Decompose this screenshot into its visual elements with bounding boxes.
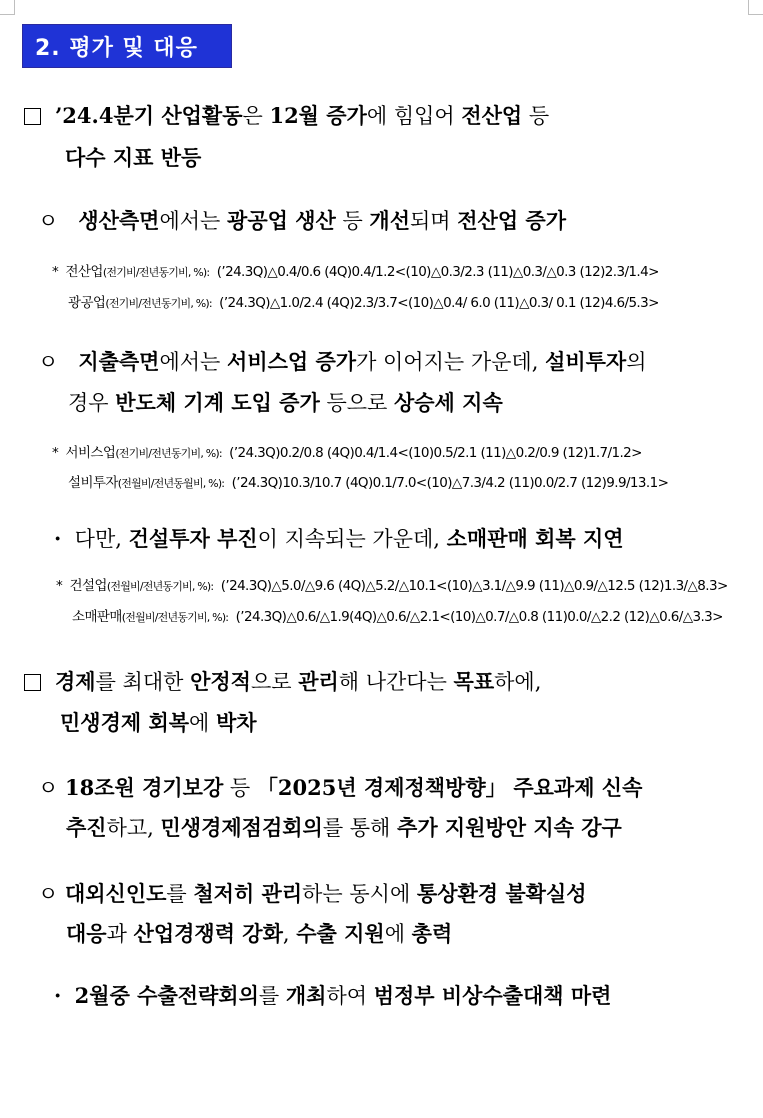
block2-sub1-line1: ㅇ 18조원 경기보강 등 「2025년 경제정책방향」 주요과제 신속 [38, 775, 643, 800]
square-bullet-icon [24, 674, 41, 691]
block2-heading-line2: 민생경제 회복에 박차 [60, 710, 257, 735]
block1-sub2-line2: 경우 반도체 기계 도입 증가 등으로 상승세 지속 [68, 390, 503, 415]
note-construction: * 건설업(전월비/전년동기비, %): (’24.3Q)△5.0/△9.6 (4Q)△5.2/△10.1<(10)△3.1/△9.9 (11)△0.9/△12.5 (12)1.3/△8.3> [56, 578, 728, 594]
note-expenditure-facility-investment: 설비투자(전월비/전년동월비, %): (’24.3Q)10.3/10.7 (4Q)0.1/7.0<(10)△7.3/4.2 (11)0.0/2.7 (12)9.9/13.1> [68, 475, 669, 491]
block2-sub3: · 2월중 수출전략회의를 개최하여 범정부 비상수출대책 마련 [54, 983, 612, 1008]
square-bullet-icon [24, 108, 41, 125]
block1-sub2-line1: ㅇ 지출측면에서는 서비스업 증가가 이어지는 가운데, 설비투자의 [38, 349, 647, 374]
block1-sub3: · 다만, 건설투자 부진이 지속되는 가운데, 소매판매 회복 지연 [54, 526, 624, 551]
block1-heading-line1: ’24.4분기 산업활동은 12월 증가에 힘입어 전산업 등 [24, 100, 549, 130]
block1-heading-line2: 다수 지표 반등 [65, 145, 202, 170]
block1-sub1: ㅇ 생산측면에서는 광공업 생산 등 개선되며 전산업 증가 [38, 208, 566, 233]
section-title: 2. 평가 및 대응 [22, 24, 232, 68]
block2-heading-line1: 경제를 최대한 안정적으로 관리해 나간다는 목표하에, [24, 666, 541, 696]
page-corner-mark [748, 0, 763, 15]
block2-sub2-line2: 대응과 산업경쟁력 강화, 수출 지원에 총력 [66, 921, 453, 946]
note-expenditure-services: * 서비스업(전기비/전년동기비, %): (’24.3Q)0.2/0.8 (4Q)0.4/1.4<(10)0.5/2.1 (11)△0.2/0.9 (12)1.7/1.2> [52, 445, 642, 461]
circle-bullet: ㅇ [38, 209, 59, 233]
note-production-all-industry: * 전산업(전기비/전년동기비, %): (’24.3Q)△0.4/0.6 (4Q)0.4/1.2<(10)△0.3/2.3 (11)△0.3/△0.3 (12)2.3/1.4> [52, 264, 659, 280]
page-corner-mark [0, 0, 15, 15]
note-retail-sales: 소매판매(전월비/전년동기비, %): (’24.3Q)△0.6/△1.9(4Q)△0.6/△2.1<(10)△0.7/△0.8 (11)0.0/△2.2 (12)△0.6/△3.3> [72, 609, 723, 625]
block2-sub1-line2: 추진하고, 민생경제점검회의를 통해 추가 지원방안 지속 강구 [66, 815, 622, 840]
note-production-mining-manufacturing: 광공업(전기비/전년동기비, %): (’24.3Q)△1.0/2.4 (4Q)2.3/3.7<(10)△0.4/ 6.0 (11)△0.3/ 0.1 (12)4.6/5.3> [68, 295, 659, 311]
block2-sub2-line1: ㅇ 대외신인도를 철저히 관리하는 동시에 통상환경 불확실성 [38, 881, 587, 906]
